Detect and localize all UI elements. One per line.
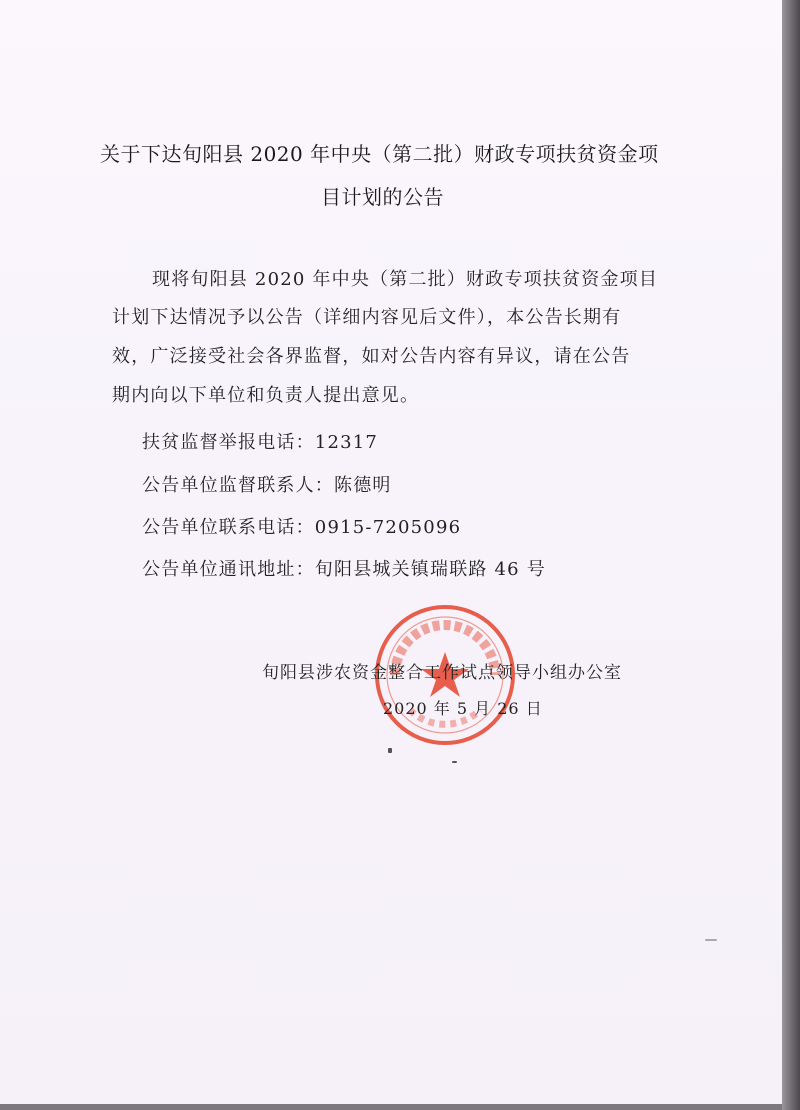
signer-organization: 旬阳县涉农资金整合工作试点领导小组办公室 bbox=[262, 663, 622, 683]
body-line-3: 效，广泛接受社会各界监督，如对公告内容有异议，请在公告 bbox=[112, 346, 631, 367]
notice-title-line-1: 关于下达旬阳县 2020 年中央（第二批）财政专项扶贫资金项 bbox=[100, 142, 659, 166]
contact-phone-line: 公告单位联系电话：0915-7205096 bbox=[142, 517, 462, 538]
address-line: 公告单位通讯地址：旬阳县城关镇瑞联路 46 号 bbox=[142, 559, 546, 580]
scan-speck bbox=[452, 761, 457, 763]
scan-speck bbox=[705, 939, 717, 941]
contact-person-line: 公告单位监督联系人：陈德明 bbox=[142, 475, 392, 496]
scan-shadow-bottom-edge bbox=[0, 1104, 782, 1110]
signing-date: 2020 年 5 月 26 日 bbox=[383, 699, 543, 718]
hotline-line: 扶贫监督举报电话：12317 bbox=[142, 432, 379, 453]
scan-shadow-right-edge bbox=[782, 0, 800, 1110]
notice-title-line-2: 目计划的公告 bbox=[321, 185, 444, 209]
body-line-2: 计划下达情况予以公告（详细内容见后文件），本公告长期有 bbox=[112, 307, 622, 328]
body-line-1: 现将旬阳县 2020 年中央（第二批）财政专项扶贫资金项目 bbox=[152, 269, 659, 290]
body-line-4: 期内向以下单位和负责人提出意见。 bbox=[112, 385, 420, 406]
